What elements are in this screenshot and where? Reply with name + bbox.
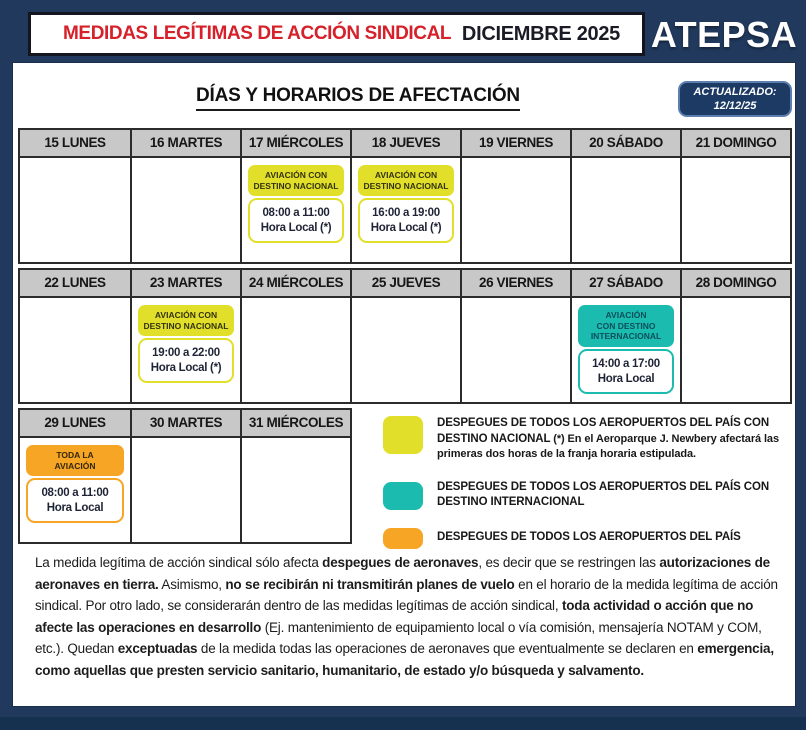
- footer-bold-segment: toda actividad o acción que no afecte las operaciones en desarrollo: [35, 598, 754, 635]
- day-cell: [350, 130, 460, 262]
- section-title: DÍAS Y HORARIOS DE AFECTACIÓN: [196, 85, 520, 111]
- event-time: 14:00 a 17:00: [592, 357, 660, 370]
- legend-text: [437, 416, 795, 463]
- day-body: [462, 158, 570, 262]
- footer-bold-segment: no se recibirán ni transmitirán planes de vuelo: [225, 576, 515, 592]
- day-header-label: 25 JUEVES: [352, 270, 460, 298]
- legend-swatch-national: [383, 416, 423, 454]
- event-badge: TODA LA AVIACIÓN: [26, 445, 124, 476]
- calendar-week-row-2: [18, 268, 792, 404]
- day-header-label: 18 JUEVES: [352, 130, 460, 158]
- day-cell: [130, 410, 240, 542]
- footer-bold-segment: exceptuadas: [117, 641, 198, 656]
- event-time-box: [26, 478, 124, 523]
- day-cell: [20, 410, 130, 542]
- day-header-label: 27 SÁBADO: [572, 270, 680, 298]
- main-panel: [13, 63, 795, 706]
- event-time-box: [138, 338, 234, 383]
- day-cell: [680, 130, 790, 262]
- calendar-week-row-3: [18, 408, 352, 544]
- event-time: 16:00 a 19:00: [372, 207, 440, 219]
- event-badge: AVIACIÓN CON DESTINO INTERNACIONAL: [578, 305, 674, 347]
- day-header-label: 30 MARTES: [132, 410, 240, 438]
- day-header-label: 31 MIÉRCOLES: [242, 410, 350, 438]
- day-body: [242, 298, 350, 402]
- day-header-label: 20 SÁBADO: [572, 130, 680, 158]
- day-body: [132, 298, 240, 402]
- day-cell: [460, 130, 570, 262]
- day-body: [132, 438, 240, 542]
- day-body: [572, 158, 680, 262]
- event-badge: AVIACIÓN CON DESTINO NACIONAL: [138, 305, 234, 336]
- day-header-label: 29 LUNES: [20, 410, 130, 438]
- day-cell: [570, 270, 680, 402]
- event-time-box: [358, 198, 454, 243]
- updated-badge: [678, 81, 792, 117]
- updated-label: ACTUALIZADO:: [693, 86, 777, 98]
- page-title: MEDIDAS LEGÍTIMAS DE ACCIÓN SINDICAL: [63, 23, 452, 44]
- footer-bold-segment: autorizaciones de aeronaves en tierra.: [35, 555, 770, 592]
- legend-text: [437, 530, 741, 546]
- event-time-note: Hora Local (*): [150, 362, 222, 374]
- day-body: [352, 158, 460, 262]
- event-time: 08:00 a 11:00: [41, 487, 109, 499]
- day-body: [20, 438, 130, 542]
- event-time-note: Hora Local: [46, 502, 104, 514]
- atepsa-logo: ATEPSA: [650, 14, 798, 55]
- day-header-label: 23 MARTES: [132, 270, 240, 298]
- legend-title: DESPEGUES DE TODOS LOS AEROPUERTOS DEL PAÍS CON DESTINO NACIONAL: [437, 417, 770, 445]
- day-header-label: 19 VIERNES: [462, 130, 570, 158]
- day-body: [242, 438, 350, 542]
- legend-item: [383, 480, 795, 511]
- day-body: [20, 298, 130, 402]
- day-header-label: 28 DOMINGO: [682, 270, 790, 298]
- footer-bold-segment: emergencia, como aquellas que presten servicio sanitario, humanitario, de estado y/o búsqueda y salvamento.: [35, 641, 774, 678]
- day-header-label: 17 MIÉRCOLES: [242, 130, 350, 158]
- day-body: [462, 298, 570, 402]
- legend-swatch-all: [383, 528, 423, 549]
- updated-date: 12/12/25: [713, 100, 757, 112]
- day-body: [242, 158, 350, 262]
- day-body: [682, 298, 790, 402]
- day-cell: [240, 130, 350, 262]
- footer-text-segment: en el horario de la medida legítima de acción sindical. Por otro lado, se considerarán dentro de las medidas legítimas de acción sindical,: [35, 576, 778, 613]
- day-cell: [20, 270, 130, 402]
- bottom-strip: [0, 717, 806, 730]
- day-body: [352, 298, 460, 402]
- day-cell: [680, 270, 790, 402]
- event-time-box: [248, 198, 344, 243]
- legend-title: DESPEGUES DE TODOS LOS AEROPUERTOS DEL PAÍS: [437, 531, 741, 544]
- event-time-note: Hora Local (*): [370, 222, 442, 234]
- footer-bold-segment: despegues de aeronaves: [322, 555, 479, 570]
- header-bar: [28, 12, 645, 56]
- section-title-wrap: [13, 85, 703, 111]
- event-time: 08:00 a 11:00: [262, 207, 330, 219]
- day-cell: [20, 130, 130, 262]
- day-cell: [350, 270, 460, 402]
- month-label: DICIEMBRE 2025: [461, 22, 620, 45]
- day-body: [572, 298, 680, 402]
- legend-item: [383, 416, 795, 463]
- day-header-label: 24 MIÉRCOLES: [242, 270, 350, 298]
- day-cell: [130, 130, 240, 262]
- footer-text-segment: (Ej. mantenimiento de equipamiento local o vía comisión, mensajería NOTAM y COM, etc.). Quedan: [35, 619, 762, 656]
- day-body: [682, 158, 790, 262]
- legend-title: DESPEGUES DE TODOS LOS AEROPUERTOS DEL PAÍS CON DESTINO INTERNACIONAL: [437, 480, 770, 508]
- footer-text-segment: Asimismo,: [158, 576, 226, 592]
- day-header-label: 16 MARTES: [132, 130, 240, 158]
- footer-text-segment: La medida legítima de acción sindical sólo afecta: [35, 555, 323, 570]
- day-body: [20, 158, 130, 262]
- legend-item: [383, 528, 795, 549]
- footer-text-segment: , es decir que se restringen las: [478, 555, 660, 570]
- event-time-box: [578, 349, 674, 394]
- event-time: 19:00 a 22:00: [152, 347, 220, 359]
- day-header-label: 21 DOMINGO: [682, 130, 790, 158]
- day-body: [132, 158, 240, 262]
- event-time-note: Hora Local (*): [260, 222, 332, 234]
- day-cell: [570, 130, 680, 262]
- event-time-note: Hora Local: [597, 372, 655, 385]
- legend-text: [437, 480, 795, 511]
- day-cell: [240, 410, 350, 542]
- legend-swatch-international: [383, 482, 423, 510]
- event-badge: AVIACIÓN CON DESTINO NACIONAL: [358, 165, 454, 196]
- footer-text-segment: de la medida todas las operaciones de aeronaves que eventualmente se declaren en: [197, 641, 698, 656]
- day-header-label: 26 VIERNES: [462, 270, 570, 298]
- day-cell: [130, 270, 240, 402]
- calendar-week-row-1: [18, 128, 792, 264]
- day-cell: [240, 270, 350, 402]
- legend: [383, 416, 795, 549]
- event-badge: AVIACIÓN CON DESTINO NACIONAL: [248, 165, 344, 196]
- footer-paragraph: [35, 552, 779, 681]
- legend-note: (*) En el Aeroparque J. Newbery afectará las primeras dos horas de la franja horaria estipulada.: [437, 432, 779, 460]
- day-header-label: 15 LUNES: [20, 130, 130, 158]
- day-header-label: 22 LUNES: [20, 270, 130, 298]
- day-cell: [460, 270, 570, 402]
